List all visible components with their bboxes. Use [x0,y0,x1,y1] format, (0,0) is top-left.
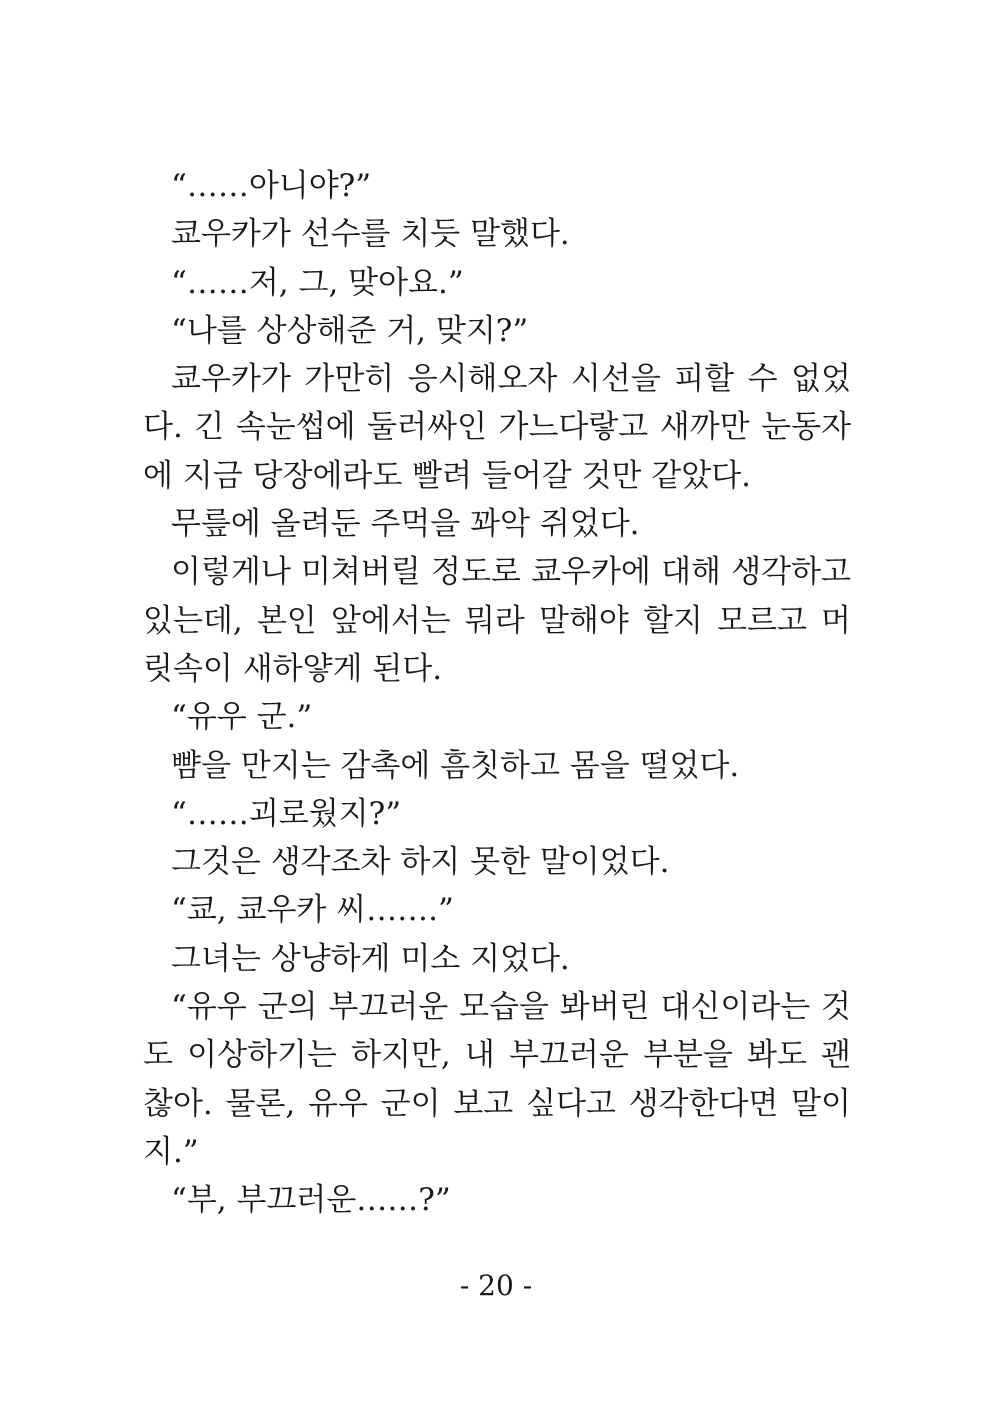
text-line: 그녀는 상냥하게 미소 지었다. [171,940,570,977]
text-line: 에 지금 당장에라도 빨려 들어갈 것만 같았다. [143,457,752,494]
text-line: “……저, 그, 맞아요.” [171,264,464,301]
text-line: 지.” [143,1133,199,1170]
text-line: 쿄우카가 선수를 치듯 말했다. [171,216,570,253]
text-line: “부, 부끄러운……?” [171,1182,451,1219]
text-line: 다. 긴 속눈썹에 둘러싸인 가느다랗고 새까만 눈동자 [143,409,851,446]
text-line: “유우 군의 부끄러운 모습을 봐버린 대신이라는 것 [171,989,851,1026]
page-number: - 20 - [459,1269,533,1302]
text-line: 무릎에 올려둔 주먹을 꽈악 쥐었다. [171,506,640,543]
text-line: 이렇게나 미쳐버릴 정도로 쿄우카에 대해 생각하고 [171,554,851,591]
text-line: “나를 상상해준 거, 맞지?” [171,312,529,349]
text-line: 쿄우카가 가만히 응시해오자 시선을 피할 수 없었 [171,361,851,398]
text-line: 그것은 생각조차 하지 못한 말이었다. [171,844,670,881]
text-line: “쿄, 쿄우카 씨…….” [171,892,454,929]
text-line: “……아니야?” [171,168,372,204]
text-line: 뺨을 만지는 감촉에 흠칫하고 몸을 떨었다. [171,747,740,784]
text-line: 있는데, 본인 앞에서는 뭐라 말해야 할지 모르고 머 [143,602,851,639]
text-line: 도 이상하기는 하지만, 내 부끄러운 부분을 봐도 괜 [143,1037,851,1074]
text-line: 찮아. 물론, 유우 군이 보고 싶다고 생각한다면 말이 [143,1085,851,1122]
text-line: 릿속이 새하얗게 된다. [143,650,443,687]
body-text [143,162,851,1225]
text-line: “……괴로웠지?” [171,795,402,832]
text-line: “유우 군.” [171,699,313,736]
